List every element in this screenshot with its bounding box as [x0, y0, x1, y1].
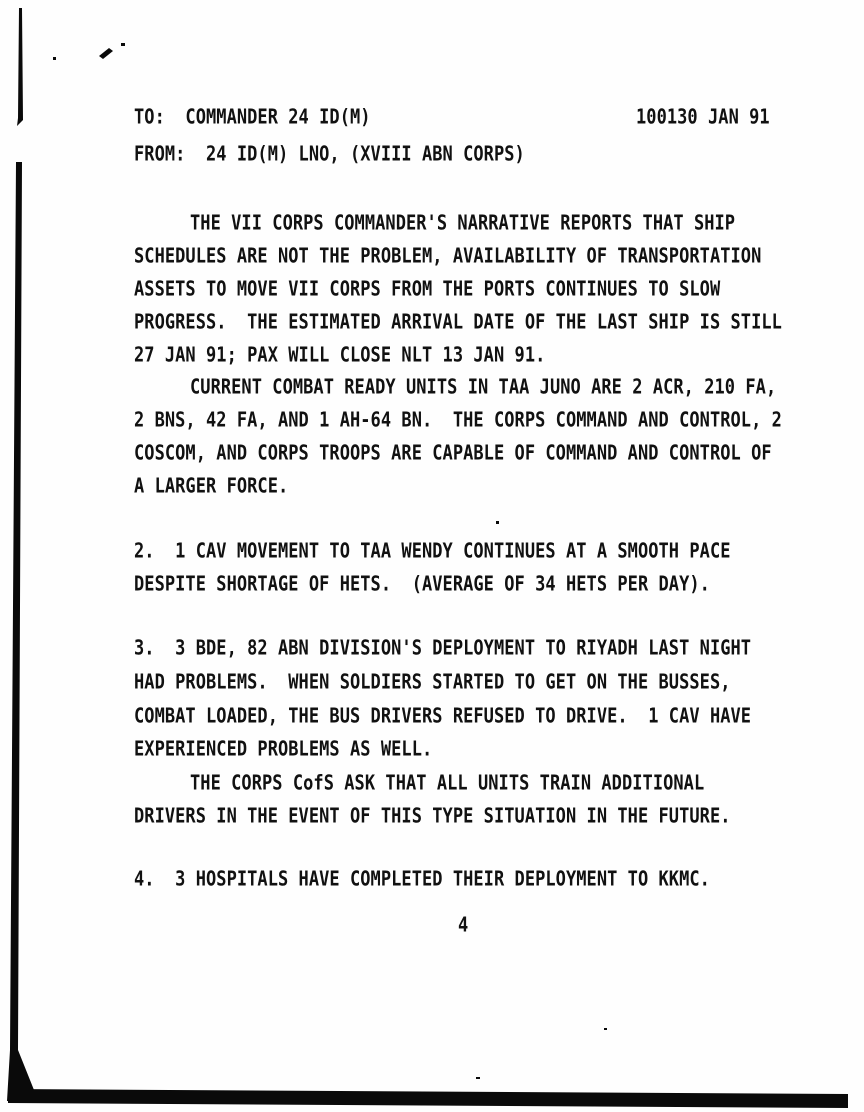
body-line: 27 JAN 91; PAX WILL CLOSE NLT 13 JAN 91.: [134, 343, 546, 368]
body-line: THE VII CORPS COMMANDER'S NARRATIVE REPORTS THAT SHIP: [190, 211, 736, 236]
scan-speck: [121, 43, 125, 46]
body-line: THE CORPS CofS ASK THAT ALL UNITS TRAIN ADDITIONAL: [190, 771, 705, 796]
scan-edge-left-bar: [7, 162, 34, 1101]
scan-speck: [476, 1077, 480, 1079]
body-line: CURRENT COMBAT READY UNITS IN TAA JUNO ARE 2 ACR, 210 FA,: [190, 375, 777, 400]
body-line: 2. 1 CAV MOVEMENT TO TAA WENDY CONTINUES AT A SMOOTH PACE: [134, 539, 731, 564]
page-number: 4: [458, 913, 469, 938]
scan-edge-bottom-bar: [8, 1089, 848, 1108]
body-line: 2 BNS, 42 FA, AND 1 AH-64 BN. THE CORPS COMMAND AND CONTROL, 2: [134, 408, 782, 433]
body-line: HAD PROBLEMS. WHEN SOLDIERS STARTED TO GET ON THE BUSSES,: [134, 670, 731, 695]
body-line: COMBAT LOADED, THE BUS DRIVERS REFUSED TO DRIVE. 1 CAV HAVE: [134, 704, 752, 729]
body-line: DRIVERS IN THE EVENT OF THIS TYPE SITUATION IN THE FUTURE.: [134, 804, 731, 829]
body-line: COSCOM, AND CORPS TROOPS ARE CAPABLE OF COMMAND AND CONTROL OF: [134, 441, 772, 466]
scan-speck-arrow: [99, 48, 113, 59]
body-line: A LARGER FORCE.: [134, 474, 289, 499]
body-line: ASSETS TO MOVE VII CORPS FROM THE PORTS CONTINUES TO SLOW: [134, 277, 721, 302]
scan-edge-top-left-line: [17, 8, 23, 126]
memo-from-line: FROM: 24 ID(M) LNO, (XVIII ABN CORPS): [134, 142, 525, 167]
memo-to-line: TO: COMMANDER 24 ID(M): [134, 105, 371, 130]
memo-date: 100130 JAN 91: [636, 105, 770, 130]
scan-speck: [53, 57, 56, 60]
scan-speck: [496, 521, 499, 524]
body-line: 3. 3 BDE, 82 ABN DIVISION'S DEPLOYMENT TO RIYADH LAST NIGHT: [134, 636, 752, 661]
body-line: 4. 3 HOSPITALS HAVE COMPLETED THEIR DEPLOYMENT TO KKMC.: [134, 867, 710, 892]
body-line: PROGRESS. THE ESTIMATED ARRIVAL DATE OF THE LAST SHIP IS STILL: [134, 310, 782, 335]
body-line: EXPERIENCED PROBLEMS AS WELL.: [134, 737, 433, 762]
body-line: DESPITE SHORTAGE OF HETS. (AVERAGE OF 34 HETS PER DAY).: [134, 572, 710, 597]
scan-speck: [604, 1028, 607, 1030]
body-line: SCHEDULES ARE NOT THE PROBLEM, AVAILABILITY OF TRANSPORTATION: [134, 244, 762, 269]
